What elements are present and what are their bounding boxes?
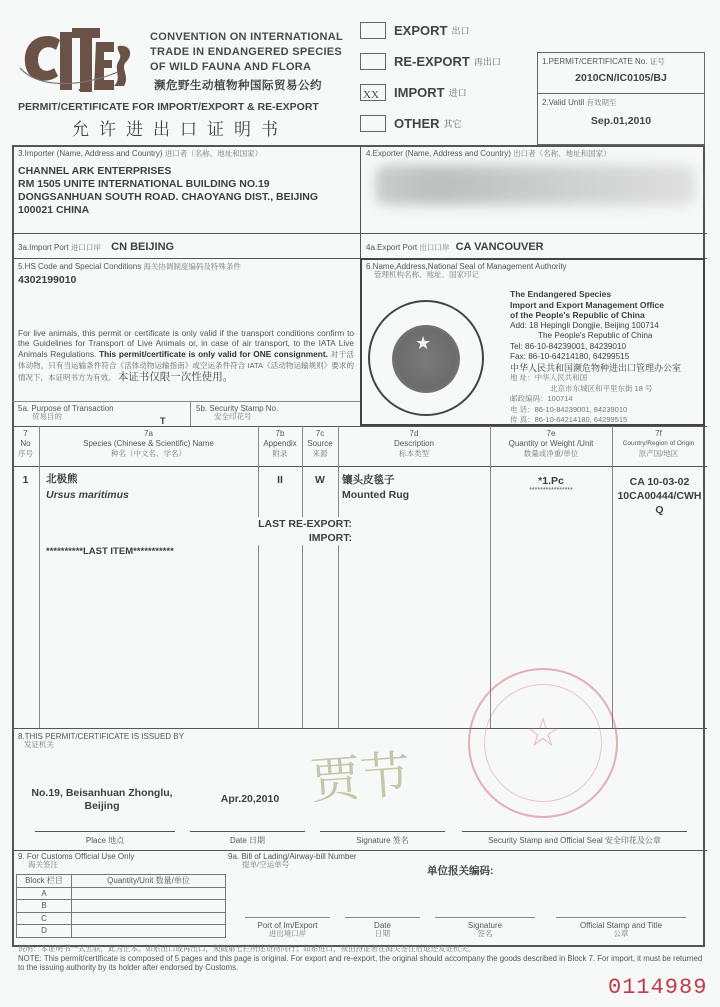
col-header-quantity: 7e Quantity or Weight /Unit 数量或净重/单位 — [508, 429, 594, 458]
species-cn: 北极熊 — [46, 473, 78, 485]
permit-type-import[interactable] — [360, 84, 467, 101]
row-no: 1 — [22, 474, 29, 486]
quantity-stars: **************** — [529, 487, 573, 494]
issued-by-label: 8.THIS PERMIT/CERTIFICATE IS ISSUED BY 发证机关 — [18, 732, 184, 750]
description-en: Mounted Rug — [342, 489, 410, 501]
block-header: Block 栏目 — [17, 875, 72, 888]
issued-place: No.19, Beisanhuan Zhonglu, Beijing — [31, 787, 173, 812]
hs-code-value: 4302199010 — [18, 274, 77, 286]
importer-label: 3.Importer (Name, Address and Country) 进口者（名称、地址和国家） — [18, 149, 263, 158]
export-label: EXPORT — [394, 23, 448, 38]
quantity-c-field[interactable] — [72, 912, 226, 925]
permit-number-value: 2010CN/IC0105/BJ — [575, 72, 667, 84]
serial-number: 0114989 — [608, 975, 708, 1000]
reexport-label-cn: 再出口 — [473, 57, 501, 67]
col-header-species: 7a Species (Chinese & Scientific) Name 种名（中文名、学名） — [83, 429, 214, 458]
reexport-checkbox[interactable] — [360, 53, 386, 70]
quantity-a-field[interactable] — [72, 887, 226, 900]
last-item-marker: **********LAST ITEM*********** — [46, 546, 174, 557]
appendix-value: II — [277, 474, 283, 486]
origin-value: CA 10-03-02 10CA00444/CWH Q — [617, 476, 702, 516]
unit-customs-code: 单位报关编码: — [427, 865, 494, 877]
red-star-icon: ☆ — [525, 711, 561, 755]
signature-image: 贾节 — [308, 745, 413, 811]
permit-number-box — [537, 52, 705, 145]
last-reexport-import: LAST RE-EXPORT: IMPORT: — [180, 517, 352, 545]
col-header-description: 7d Description 标本类型 — [393, 429, 434, 458]
export-port-value: CA VANCOUVER — [455, 241, 544, 253]
valid-until-label: 2.Valid Until 有效期至 — [542, 98, 617, 107]
seal-label: Security Stamp and Official Seal 安全印花及公章 — [488, 836, 661, 845]
permit-title-cn: 允许进出口证明书 — [72, 120, 288, 139]
hs-code-label: 5.HS Code and Special Conditions 海关协调制度编码及特殊条件 — [18, 262, 241, 271]
export-label-cn: 出口 — [451, 26, 470, 36]
permit-type-other[interactable] — [360, 115, 462, 132]
purpose-value: T — [160, 416, 166, 426]
authority-details: The Endangered Species Import and Export Management Office of the People's Republic of China Add: 18 Hepingli Dongjie, Beijing 100714 The People's Republic of China Tel: 86-10-84239001, 84239010 Fax: 86-10-64214180, 64299515 中华人民共和国濒危物种进出口管理办公室 地 址：中华人民共和国 北京市东城区和平里东街 18 号 邮政编码：100714 电 话：86-10-84239001, 84239010 传 真：86-10-64214180, 64299515 — [510, 289, 682, 424]
quantity-b-field[interactable] — [72, 900, 226, 913]
other-checkbox[interactable] — [360, 115, 386, 132]
import-port-value: CN BEIJING — [111, 241, 175, 253]
permit-type-reexport[interactable] — [360, 53, 501, 70]
customs-signature-label: Signature 签名 — [467, 921, 503, 939]
export-port: 4a.Export Port 出口口岸 CA VANCOUVER — [366, 241, 544, 253]
customs-row-b: B — [17, 900, 226, 913]
signature-label: Signature 签名 — [356, 836, 409, 845]
importer-value: CHANNEL ARK ENTERPRISES RM 1505 UNITE INTERNATIONAL BUILDING NO.19 DONGSANHUAN SOUTH ROAD. CHAOYANG DIST., BEIJING 100021 CHINA — [18, 165, 319, 216]
customs-block-table — [16, 874, 226, 938]
customs-label: 9. For Customs Official Use Only 海关签注 — [18, 852, 135, 870]
permit-type-export[interactable] — [360, 22, 469, 39]
issued-date: Apr.20,2010 — [220, 793, 280, 805]
authority-label: 6.Name,Address,National Seal of Management Authority 管理机构名称、地址、国家印记 — [366, 262, 567, 280]
permit-title: PERMIT/CERTIFICATE FOR IMPORT/EXPORT & RE-EXPORT — [18, 101, 319, 113]
import-port: 3a.Import Port 进口口岸 CN BEIJING — [18, 241, 175, 253]
security-stamp-label: 5b. Security Stamp No. 安全印花号 — [196, 404, 279, 422]
exporter-value-redacted — [375, 165, 695, 205]
customs-row-a: A — [17, 887, 226, 900]
customs-row-d: D — [17, 925, 226, 938]
convention-line-2: TRADE IN ENDANGERED SPECIES — [150, 46, 343, 58]
quantity-value: *1.Pc — [538, 475, 564, 487]
exporter-label: 4.Exporter (Name, Address and Country) 出口者（名称、地址和国家） — [366, 149, 611, 158]
place-label: Place 地点 — [85, 836, 125, 845]
purpose-label: 5a. Purpose of Transaction 贸易目的 — [18, 404, 114, 422]
quantity-d-field[interactable] — [72, 925, 226, 938]
valid-until-value: Sep.01,2010 — [590, 115, 652, 127]
col-header-appendix: 7b Appendix 附录 — [263, 429, 297, 458]
other-label: OTHER — [394, 116, 440, 131]
import-checkbox[interactable]: XX — [360, 84, 386, 101]
footer-note: 说明：本证明书一式五联，此为正本。如系出口或再出口，须随第七栏所述货物同行；如系进口，须由持证者在海关签注后退还发证机关。 NOTE: This permit/certificate is composed of 5 pages and this page is original. For export and re-export, the original should accompany the goods described in Block 7. For import, it must be returned to the issuing authority by its holder after endorsed by Customs. — [18, 944, 703, 972]
convention-title — [150, 30, 343, 75]
other-label-cn: 其它 — [443, 119, 462, 129]
customs-date-label: Date 日期 — [374, 921, 391, 939]
reexport-label: RE-EXPORT — [394, 54, 470, 69]
col-header-no: 7 No 序号 — [18, 429, 33, 458]
convention-line-1: CONVENTION ON INTERNATIONAL — [150, 31, 344, 43]
permit-number-label: 1.PERMIT/CERTIFICATE No. 证号 — [542, 57, 665, 66]
hs-special-conditions: For live animals, this permit or certificate is only valid if the transport conditions confirm to the Guidelines for Transport of Live Animals or, in case of air transport, to the IATA Live Animals Regulations. This permit/certificate is only valid for ONE consignment. 对于活体动物，只有当运输条件符合《活体动物运输指南》或空运条件符合 IATA《活动物运输规则》要求的情况下，本证明书方为有效。 本证书仅限一次性使用。 — [18, 328, 355, 383]
official-stamp-title-label: Official Stamp and Title 公章 — [579, 921, 663, 939]
port-im-export-label: Port of Im/Export 进出境口岸 — [257, 921, 318, 939]
convention-title-cn: 濒危野生动植物种国际贸易公约 — [154, 80, 322, 92]
customs-row-c: C — [17, 912, 226, 925]
cites-logo — [18, 24, 138, 96]
date-label: Date 日期 — [229, 836, 266, 845]
species-scientific: Ursus maritimus — [46, 489, 129, 501]
col-header-origin: 7f Country/Region of Origin 原产国/地区 — [622, 429, 695, 458]
import-label-cn: 进口 — [448, 88, 467, 98]
star-icon: ★ — [415, 333, 432, 353]
import-label: IMPORT — [394, 85, 445, 100]
col-header-source: 7c Source 来源 — [307, 429, 333, 458]
convention-line-3: OF WILD FAUNA AND FLORA — [150, 61, 312, 73]
quantity-unit-header: Quantity/Unit 数量/单位 — [72, 875, 226, 888]
export-checkbox[interactable] — [360, 22, 386, 39]
description-cn: 镶头皮毯子 — [342, 474, 395, 486]
source-value: W — [315, 474, 325, 486]
bill-of-lading-label: 9a. Bill of Lading/Airway-bill Number 提单/空运单号 — [228, 852, 357, 870]
